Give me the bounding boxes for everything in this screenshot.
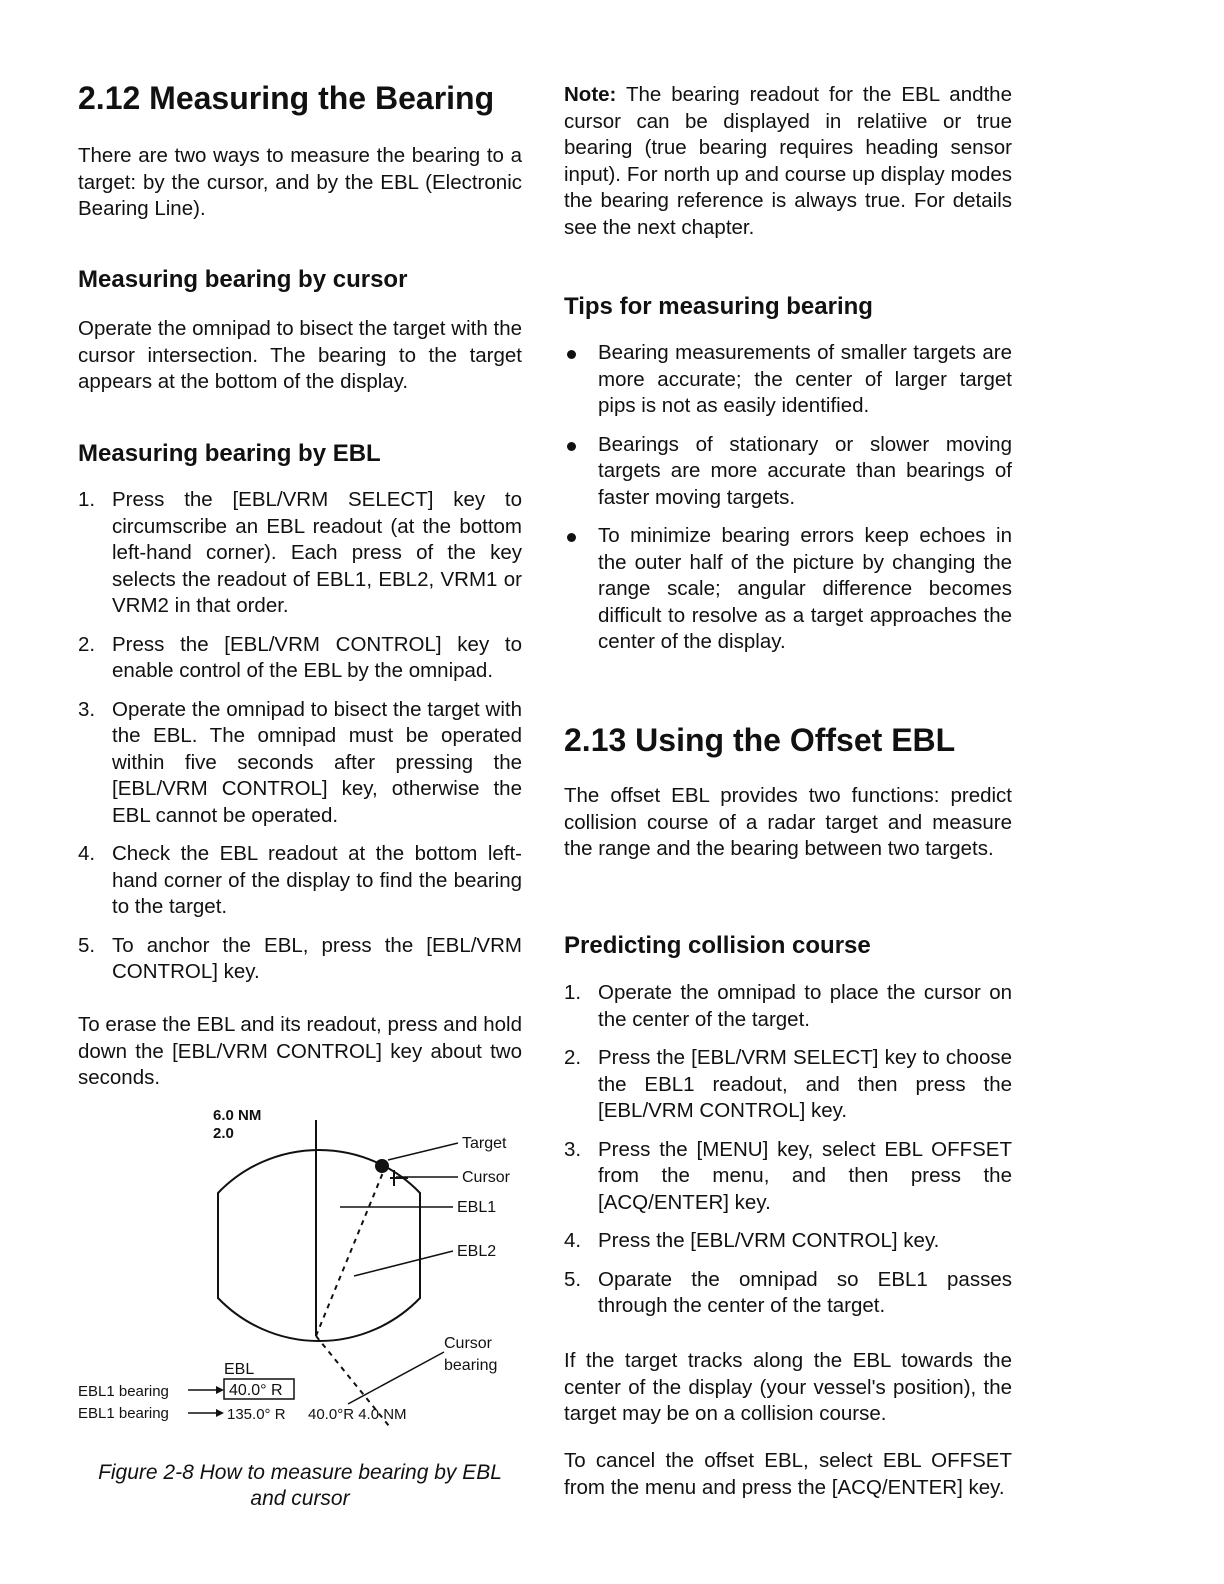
ebl-figure xyxy=(78,1098,522,1428)
bullet-icon xyxy=(567,442,576,451)
note-label: Note: xyxy=(564,83,617,106)
radar-display-outline xyxy=(218,1150,420,1341)
collision-heading: Predicting collision course xyxy=(564,932,871,959)
ebl1-arrowhead-a xyxy=(216,1386,224,1394)
cursor-readout: 40.0°R 4.0 NM xyxy=(308,1406,407,1423)
ring-label: 2.0 xyxy=(213,1125,234,1142)
target-label: Target xyxy=(462,1135,507,1152)
list-item: Bearings of stationary or slower moving targets are more accurate than bearings of faster moving targets. xyxy=(564,432,1012,512)
note-paragraph xyxy=(564,82,1012,241)
list-item: 3. Press the [MENU] key, select EBL OFFSET from the menu, and then press the [ACQ/ENTER] key. xyxy=(564,1137,1012,1214)
cursor-bearing-leader xyxy=(348,1352,444,1404)
ebl1-arrowhead-b xyxy=(216,1409,224,1417)
tips-heading: Tips for measuring bearing xyxy=(564,293,873,320)
target-pip xyxy=(375,1159,389,1173)
section-title-2-13: 2.13 Using the Offset EBL xyxy=(564,722,956,758)
ebl1-bearing-label-a: EBL1 bearing xyxy=(78,1383,169,1400)
ebl2-readout: 135.0° R xyxy=(227,1406,286,1423)
collision-steps-list xyxy=(564,980,1012,1332)
section-title-2-12: 2.12 Measuring the Bearing xyxy=(78,80,495,116)
cursor-paragraph: Operate the omnipad to bisect the target with the cursor intersection. The bearing to the target appears at the bottom of the display. xyxy=(78,317,522,393)
intro-paragraph: There are two ways to measure the bearing to a target: by the cursor, and by the EBL (Electronic Bearing Line). xyxy=(78,144,522,220)
list-item: 5. Oparate the omnipad so EBL1 passes through the center of the target. xyxy=(564,1267,1012,1317)
cursor-bearing-label-1: Cursor xyxy=(444,1335,493,1352)
list-item: 1. Press the [EBL/VRM SELECT] key to circumscribe an EBL readout (at the bottom left-hand corner). Each press of the key selects the readout of EBL1, EBL2, VRM1 or VRM2 in that order. xyxy=(78,488,522,617)
ebl-heading: Measuring bearing by EBL xyxy=(78,440,381,467)
list-item: 4. Check the EBL readout at the bottom left-hand corner of the display to find the bearing to the target. xyxy=(78,842,522,918)
offset-intro-paragraph: The offset EBL provides two functions: predict collision course of a radar target and measure the range and the bearing between two targets. xyxy=(564,784,1012,860)
ebl1-bearing-label-b: EBL1 bearing xyxy=(78,1405,169,1422)
bullet-icon xyxy=(567,533,576,542)
cancel-paragraph: To cancel the offset EBL, select EBL OFFSET from the menu and press the [ACQ/ENTER] key. xyxy=(564,1449,1012,1499)
erase-paragraph: To erase the EBL and its readout, press and hold down the [EBL/VRM CONTROL] key about two seconds. xyxy=(78,1013,522,1089)
ebl1-label: EBL1 xyxy=(457,1199,497,1216)
list-item: 2. Press the [EBL/VRM CONTROL] key to enable control of the EBL by the omnipad. xyxy=(78,632,522,682)
list-item: 4. Press the [EBL/VRM CONTROL] key. xyxy=(564,1229,940,1252)
range-label: 6.0 NM xyxy=(213,1107,262,1124)
cursor-label: Cursor xyxy=(462,1169,511,1186)
cursor-heading: Measuring bearing by cursor xyxy=(78,266,408,293)
list-item: Bearing measurements of smaller targets are more accurate; the center of larger target pips is not as easily identified. xyxy=(564,340,1012,420)
ebl1-line xyxy=(316,1170,384,1336)
ebl2-label: EBL2 xyxy=(457,1243,497,1260)
list-item: 1. Operate the omnipad to place the cursor on the center of the target. xyxy=(564,981,1012,1031)
ebl-box-title: EBL xyxy=(224,1361,255,1378)
list-item: 3. Operate the omnipad to bisect the target with the EBL. The omnipad must be operated within five seconds after pressing the [EBL/VRM CONTROL] key, otherwise the EBL cannot be operated. xyxy=(78,697,522,827)
collision-paragraph: If the target tracks along the EBL towards the center of the display (your vessel's position), the target may be on a collision course. xyxy=(564,1349,1012,1425)
ebl-steps-list xyxy=(78,487,522,998)
list-item: 2. Press the [EBL/VRM SELECT] key to choose the EBL1 readout, and then press the [EBL/VRM CONTROL] key. xyxy=(564,1046,1012,1122)
ebl-box-value: 40.0° R xyxy=(229,1382,283,1399)
tips-list xyxy=(564,340,1012,668)
note-text: The bearing readout for the EBL andthe cursor can be displayed in relatiive or true bearing (true bearing requires heading sensor input). For north up and course up display modes the bearing reference is always true. For details see the next chapter. xyxy=(564,83,1012,239)
target-leader xyxy=(388,1143,458,1160)
list-item: 5. To anchor the EBL, press the [EBL/VRM CONTROL] key. xyxy=(78,933,522,983)
bullet-icon xyxy=(567,350,576,359)
cursor-bearing-label-2: bearing xyxy=(444,1357,498,1374)
ebl2-leader xyxy=(354,1251,453,1276)
list-item: To minimize bearing errors keep echoes in the outer half of the picture by changing the range scale; angular difference becomes difficult to resolve as a target approaches the center of the display. xyxy=(564,523,1012,656)
figure-caption: Figure 2-8 How to measure bearing by EBL and cursor xyxy=(98,1461,502,1510)
